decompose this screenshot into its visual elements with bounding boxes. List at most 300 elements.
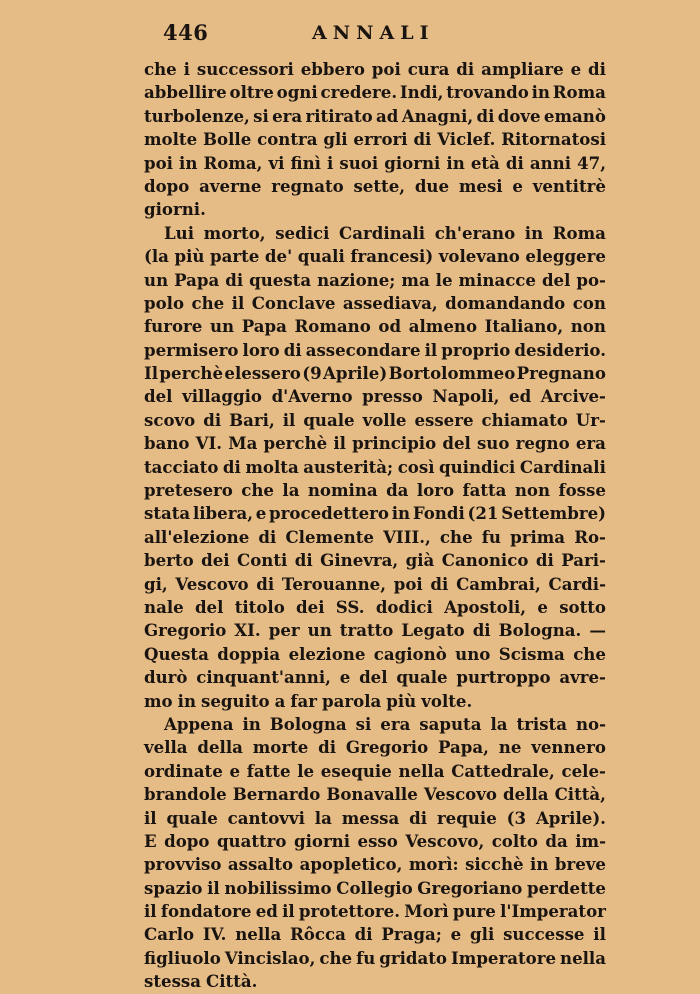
word: ne: [498, 737, 522, 758]
word: perdette: [527, 877, 606, 898]
word: anni: [529, 152, 572, 173]
word: Praga;: [381, 924, 442, 945]
word: il: [333, 433, 346, 454]
word: quattro: [216, 830, 287, 851]
word: doppia: [217, 643, 281, 664]
word: di: [505, 152, 524, 173]
text-line: [144, 713, 606, 736]
text-line: [144, 339, 606, 362]
word: il: [282, 409, 296, 430]
word: i: [327, 152, 334, 173]
text-line: [144, 666, 606, 689]
word: ma: [401, 269, 430, 290]
word: di: [318, 737, 337, 758]
word: de': [264, 246, 293, 267]
word: Bernardo: [232, 784, 321, 805]
word: ventitrè: [532, 175, 606, 196]
word: questa: [249, 269, 312, 290]
word: successe: [503, 924, 585, 945]
word: del: [194, 596, 224, 617]
word: Città,: [554, 784, 606, 805]
word: di: [256, 573, 275, 594]
word: Scisma: [498, 643, 565, 664]
word: credere.: [320, 82, 398, 103]
word: loro: [416, 480, 455, 501]
word: le: [297, 760, 315, 781]
text-line: [144, 853, 606, 876]
word: desiderio.: [514, 339, 606, 360]
word: assediava,: [342, 292, 438, 313]
word: che: [144, 59, 177, 79]
word: e: [229, 760, 241, 781]
word: Papa: [241, 316, 287, 337]
text-line: [144, 315, 606, 338]
word: VI.: [195, 433, 223, 454]
word: di: [456, 59, 475, 79]
word: avre-: [559, 667, 606, 688]
word: Bortolommeo: [388, 363, 516, 384]
word: Vescovo: [423, 784, 497, 805]
word: turbolenze,: [144, 105, 250, 126]
word: emanò: [543, 105, 606, 126]
word: ed: [509, 386, 532, 407]
word: ebbero: [300, 59, 365, 79]
word: il: [593, 924, 606, 945]
word: Clemente: [285, 526, 374, 547]
word: il: [424, 339, 438, 360]
word: pretesero: [144, 480, 233, 501]
word: purtroppo: [456, 667, 551, 688]
word: mo: [144, 690, 173, 711]
word: che: [319, 947, 353, 968]
word: Il: [144, 363, 159, 384]
word: Papa,: [438, 737, 489, 758]
text-line: [144, 947, 606, 970]
word: cele-: [561, 760, 606, 781]
word: Vincislao,: [224, 947, 316, 968]
word: colto: [491, 830, 538, 851]
word: Roma: [552, 222, 606, 243]
word: ogni: [276, 82, 318, 103]
word: Ritornatosi: [501, 129, 606, 150]
word: VIII.,: [383, 526, 431, 547]
word: Apostoli,: [444, 596, 527, 617]
word: giorni: [384, 152, 441, 173]
word: che: [439, 526, 473, 547]
word: Cardinali: [519, 456, 606, 477]
word: a: [274, 690, 286, 711]
word: molta: [245, 456, 299, 477]
word: fatta: [462, 480, 507, 501]
word: non: [514, 480, 551, 501]
word: Gregorio: [345, 737, 429, 758]
word: giorni: [293, 830, 351, 851]
word: di: [588, 59, 606, 79]
word: assecondare: [305, 339, 421, 360]
word: polo: [144, 292, 185, 313]
word: per: [268, 620, 300, 641]
word: Vescovo,: [405, 830, 485, 851]
word: fu: [356, 947, 376, 968]
word: od: [378, 316, 402, 337]
word: nobilissimo: [224, 877, 332, 898]
word: Fondi: [412, 503, 465, 524]
word: contra: [257, 129, 318, 150]
word: dei: [201, 550, 230, 571]
word: di: [225, 269, 244, 290]
word: Aprile): [322, 363, 388, 384]
word: Italiano,: [484, 316, 564, 337]
word: di: [258, 526, 277, 547]
word: molte: [144, 129, 198, 150]
word: gi,: [144, 573, 168, 594]
word: (9: [302, 363, 322, 384]
word: d'Averno: [271, 386, 353, 407]
word: scovo: [144, 409, 196, 430]
word: procedettero: [269, 503, 389, 524]
text-line: [144, 245, 606, 268]
word: di: [476, 105, 495, 126]
word: del: [442, 433, 471, 454]
word: non: [570, 316, 606, 337]
word: Cambrai,: [456, 573, 541, 594]
word: Ro-: [574, 526, 606, 547]
word: perchè: [263, 433, 328, 454]
word: Papa: [174, 269, 220, 290]
word: vennero: [531, 737, 606, 758]
word: titolo: [234, 596, 285, 617]
word: Canonico: [441, 550, 529, 571]
text-line: [144, 152, 606, 175]
text-line: [144, 58, 606, 81]
word: Imperatore: [451, 947, 557, 968]
word: Roma,: [203, 152, 263, 173]
text-line: [144, 807, 606, 830]
word: e: [570, 59, 582, 79]
word: parte: [210, 246, 260, 267]
word: età: [470, 152, 500, 173]
word: berto: [144, 550, 194, 571]
word: di: [354, 924, 373, 945]
body-text: [144, 58, 606, 994]
word: era: [575, 433, 606, 454]
word: im-: [575, 830, 606, 851]
word: fosse: [558, 480, 606, 501]
word: della: [503, 784, 549, 805]
text-line: [144, 502, 606, 525]
text-line: [144, 456, 606, 479]
word: da: [386, 480, 409, 501]
word: Bari,: [229, 409, 275, 430]
word: sotto: [559, 596, 606, 617]
running-title: ANNALI: [312, 22, 435, 44]
text-line: [144, 596, 606, 619]
word: le: [435, 269, 453, 290]
word: in: [179, 152, 198, 173]
page-header: [0, 20, 700, 50]
word: Collegio: [336, 877, 413, 898]
word: quale: [166, 807, 218, 828]
word: IV.: [202, 924, 227, 945]
word: Romano: [294, 316, 371, 337]
text-line: [144, 432, 606, 455]
word: cura: [407, 59, 450, 79]
text-line: [144, 526, 606, 549]
word: Bologna: [269, 713, 347, 734]
word: successori: [196, 59, 294, 79]
word: Indi,: [399, 82, 444, 103]
word: Cardinali: [339, 222, 426, 243]
word: ed: [255, 901, 278, 922]
word: la: [490, 713, 508, 734]
word: in: [524, 222, 544, 243]
word: saputa: [419, 713, 482, 734]
word: Pari-: [561, 550, 606, 571]
word: di: [472, 620, 491, 641]
word: di: [535, 550, 554, 571]
word: proprio: [441, 339, 511, 360]
word: esequie: [320, 760, 392, 781]
word: libera,: [192, 503, 253, 524]
word: in: [530, 854, 549, 875]
word: poi: [393, 573, 423, 594]
word: nella: [398, 760, 445, 781]
word: il: [207, 877, 220, 898]
word: loro: [242, 339, 280, 360]
word: giorni.: [144, 199, 206, 220]
word: elessero: [224, 363, 301, 384]
word: Ur-: [575, 409, 606, 430]
page-number: 446: [163, 20, 209, 45]
word: e: [339, 667, 351, 688]
word: Ma: [228, 433, 258, 454]
word: stessa: [144, 971, 202, 992]
word: vella: [144, 737, 188, 758]
word: un: [307, 620, 332, 641]
word: volle: [362, 409, 407, 430]
word: dopo: [144, 175, 190, 196]
word: Napoli,: [432, 386, 500, 407]
word: po-: [576, 269, 606, 290]
word: domandando: [445, 292, 566, 313]
word: Questa: [144, 643, 209, 664]
word: all'elezione: [144, 526, 250, 547]
word: quale: [303, 409, 355, 430]
word: trista: [516, 713, 567, 734]
word: così: [397, 456, 435, 477]
word: francesi): [350, 246, 434, 267]
word: (la: [144, 246, 169, 267]
word: bano: [144, 433, 190, 454]
word: perchè: [159, 363, 224, 384]
word: parola: [322, 690, 382, 711]
word: minacce: [458, 269, 536, 290]
word: almeno: [408, 316, 478, 337]
word: apopletico,: [299, 854, 403, 875]
word: Lui: [164, 222, 195, 243]
word: Rôcca: [290, 924, 346, 945]
word: Vescovo: [175, 573, 249, 594]
word: già: [405, 550, 435, 571]
word: sedici: [275, 222, 330, 243]
word: (3: [506, 807, 527, 828]
word: un: [209, 316, 235, 337]
word: Carlo: [144, 924, 195, 945]
word: ampliare: [481, 59, 564, 79]
word: uno: [455, 643, 491, 664]
word: da: [545, 830, 568, 851]
word: in: [177, 690, 197, 711]
word: il: [231, 292, 245, 313]
word: in: [531, 82, 550, 103]
word: Città.: [206, 971, 258, 992]
word: XI.: [234, 620, 261, 641]
word: errori: [353, 129, 408, 150]
word: Gregorio: [144, 620, 227, 641]
word: fu: [481, 526, 501, 547]
word: era: [380, 713, 411, 734]
word: gli: [323, 129, 348, 150]
word: nomina: [307, 480, 378, 501]
word: si: [253, 105, 269, 126]
text-line: [144, 830, 606, 853]
word: Appena: [164, 713, 234, 734]
word: Aprile).: [535, 807, 606, 828]
text-line: [144, 409, 606, 432]
word: gli: [470, 924, 495, 945]
word: villaggio: [182, 386, 262, 407]
word: e: [512, 175, 523, 196]
text-line: [144, 81, 606, 104]
word: breve: [554, 854, 606, 875]
word: di: [294, 550, 313, 571]
word: messa: [341, 807, 400, 828]
word: che: [241, 480, 274, 501]
word: tacciato: [144, 456, 219, 477]
word: dove: [497, 105, 541, 126]
word: gridato: [379, 947, 448, 968]
word: e: [450, 924, 462, 945]
text-line: [144, 269, 606, 292]
word: stata: [144, 503, 191, 524]
word: assalto: [227, 854, 294, 875]
word: ad: [376, 105, 399, 126]
word: ordinate: [144, 760, 223, 781]
word: la: [282, 480, 300, 501]
word: oltre: [229, 82, 274, 103]
word: esso: [357, 830, 398, 851]
text-line: [144, 619, 606, 642]
word: Bolle: [203, 129, 252, 150]
word: far: [290, 690, 318, 711]
word: nazione;: [317, 269, 396, 290]
word: vi: [268, 152, 285, 173]
word: nale: [144, 596, 184, 617]
word: seguito: [201, 690, 270, 711]
word: spazio: [144, 877, 203, 898]
text-line: [144, 175, 606, 198]
word: durò: [144, 667, 188, 688]
word: in: [446, 152, 465, 173]
text-line: [144, 877, 606, 900]
word: di: [409, 807, 428, 828]
text-line: [144, 479, 606, 502]
word: della: [197, 737, 243, 758]
text-line: [144, 128, 606, 151]
text-line: [144, 736, 606, 759]
text-line: [144, 900, 606, 923]
word: Settembre): [501, 503, 606, 524]
word: presso: [362, 386, 423, 407]
word: finì: [290, 152, 321, 173]
word: ch'erano: [434, 222, 516, 243]
text-line: [144, 783, 606, 806]
word: Morì: [404, 901, 449, 922]
text-line: [144, 198, 606, 221]
word: volevano: [438, 246, 520, 267]
word: Bonavalle: [326, 784, 418, 805]
word: suo: [476, 433, 510, 454]
word: regno: [515, 433, 570, 454]
word: Gregoriano: [417, 877, 523, 898]
word: no-: [575, 713, 606, 734]
word: si: [355, 713, 372, 734]
word: Terouanne,: [281, 573, 386, 594]
word: che: [191, 292, 225, 313]
word: regnato: [271, 175, 344, 196]
word: che: [573, 643, 606, 664]
word: Legato: [401, 620, 465, 641]
word: austerità;: [303, 456, 394, 477]
word: dopo: [164, 830, 210, 851]
text-line: [144, 385, 606, 408]
word: essere: [414, 409, 474, 430]
word: prima: [510, 526, 566, 547]
word: Viclef.: [437, 129, 496, 150]
word: mesi: [458, 175, 503, 196]
word: cinquant'anni,: [196, 667, 331, 688]
text-line: [144, 362, 606, 385]
word: sette,: [353, 175, 406, 196]
word: pure: [452, 901, 496, 922]
text-line: [144, 549, 606, 572]
word: nella: [560, 947, 606, 968]
text-line: [144, 690, 606, 713]
text-line: [144, 760, 606, 783]
word: un: [144, 269, 169, 290]
word: quali: [297, 246, 345, 267]
word: fatte: [246, 760, 291, 781]
word: con: [572, 292, 606, 313]
word: di: [413, 129, 432, 150]
word: Ginevra,: [320, 550, 399, 571]
word: poi: [371, 59, 401, 79]
word: Cattedrale,: [451, 760, 555, 781]
word: figliuolo: [144, 947, 221, 968]
word: quindici: [439, 456, 516, 477]
text-line: [144, 923, 606, 946]
word: quale: [396, 667, 448, 688]
word: di: [222, 456, 241, 477]
word: i: [183, 59, 190, 79]
word: la: [314, 807, 332, 828]
word: dodici: [375, 596, 433, 617]
word: Arcive-: [540, 386, 606, 407]
word: cagionò: [373, 643, 447, 664]
word: elezione: [288, 643, 366, 664]
word: dei: [296, 596, 325, 617]
word: sicchè: [465, 854, 524, 875]
